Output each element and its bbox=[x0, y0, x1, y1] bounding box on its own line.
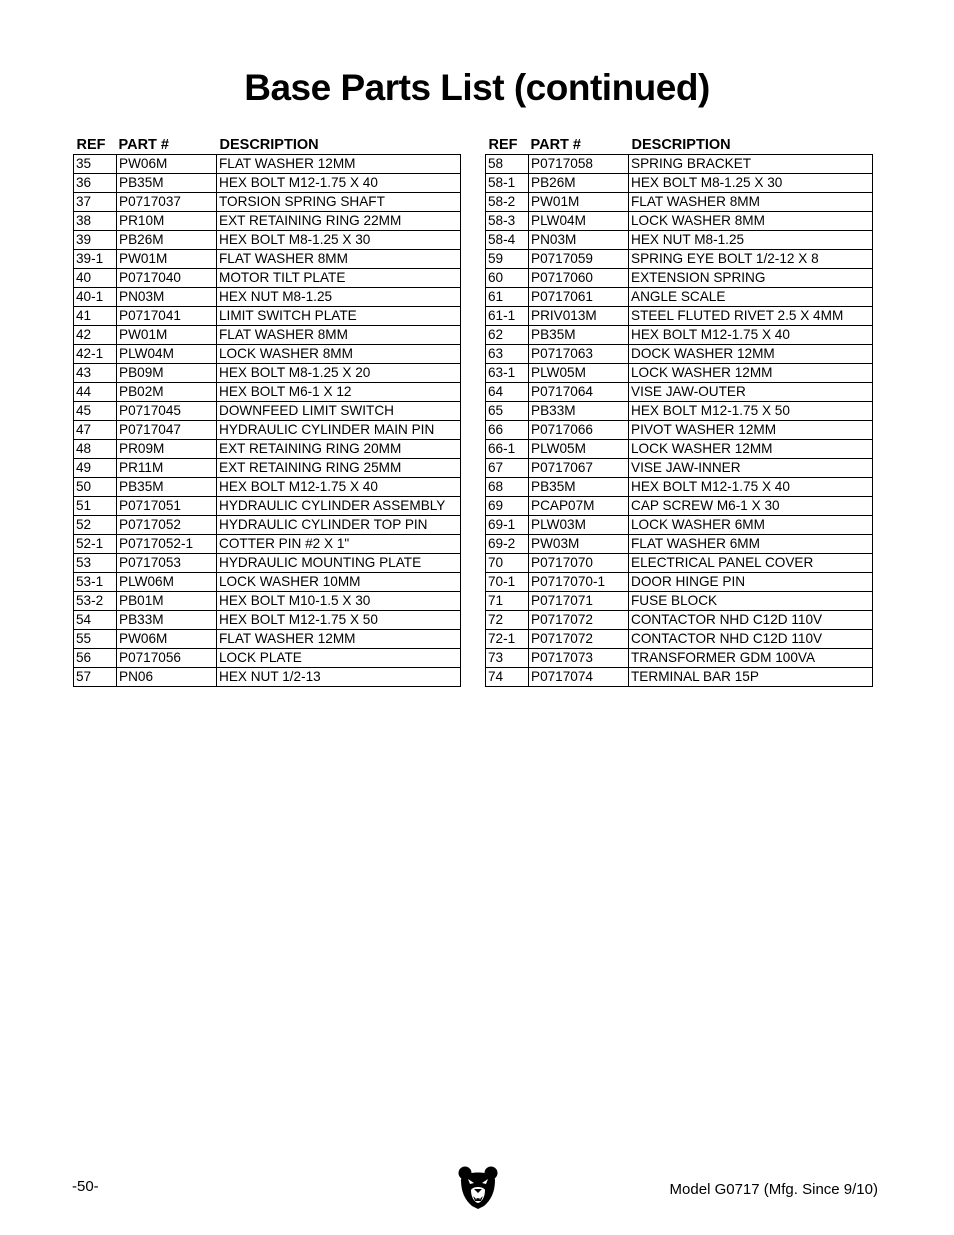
description-cell: PIVOT WASHER 12MM bbox=[629, 421, 873, 440]
table-row bbox=[486, 250, 873, 269]
table-row bbox=[486, 212, 873, 231]
ref-cell: 58-3 bbox=[486, 212, 529, 231]
part-number-cell: P0717071 bbox=[529, 592, 629, 611]
ref-cell: 70-1 bbox=[486, 573, 529, 592]
column-header-part: PART # bbox=[118, 137, 169, 153]
ref-cell: 43 bbox=[74, 364, 117, 383]
description-cell: COTTER PIN #2 X 1" bbox=[217, 535, 461, 554]
part-number-cell: P0717047 bbox=[117, 421, 217, 440]
parts-table-left bbox=[73, 131, 461, 687]
ref-cell: 54 bbox=[74, 611, 117, 630]
description-cell: HEX NUT 1/2-13 bbox=[217, 668, 461, 687]
table-row bbox=[74, 440, 461, 459]
part-number-cell: PB35M bbox=[117, 478, 217, 497]
description-cell: FLAT WASHER 12MM bbox=[217, 155, 461, 174]
ref-cell: 50 bbox=[74, 478, 117, 497]
table-row bbox=[74, 554, 461, 573]
part-number-cell: P0717066 bbox=[529, 421, 629, 440]
table-row bbox=[486, 668, 873, 687]
table-row bbox=[486, 421, 873, 440]
table-row bbox=[486, 440, 873, 459]
ref-cell: 71 bbox=[486, 592, 529, 611]
table-row bbox=[74, 212, 461, 231]
part-number-cell: P0717061 bbox=[529, 288, 629, 307]
ref-cell: 69-1 bbox=[486, 516, 529, 535]
table-row bbox=[486, 193, 873, 212]
column-header-description: DESCRIPTION bbox=[631, 137, 731, 153]
description-cell: HEX BOLT M12-1.75 X 50 bbox=[629, 402, 873, 421]
description-cell: HYDRAULIC CYLINDER MAIN PIN bbox=[217, 421, 461, 440]
table-row bbox=[74, 516, 461, 535]
table-row bbox=[486, 364, 873, 383]
part-number-cell: P0717052-1 bbox=[117, 535, 217, 554]
description-cell: TERMINAL BAR 15P bbox=[629, 668, 873, 687]
table-row bbox=[74, 193, 461, 212]
description-cell: HEX BOLT M12-1.75 X 40 bbox=[629, 326, 873, 345]
description-cell: HEX NUT M8-1.25 bbox=[629, 231, 873, 250]
ref-cell: 59 bbox=[486, 250, 529, 269]
part-number-cell: P0717051 bbox=[117, 497, 217, 516]
ref-cell: 51 bbox=[74, 497, 117, 516]
description-cell: HEX BOLT M12-1.75 X 50 bbox=[217, 611, 461, 630]
table-row bbox=[74, 231, 461, 250]
ref-cell: 73 bbox=[486, 649, 529, 668]
ref-cell: 66 bbox=[486, 421, 529, 440]
table-row bbox=[486, 573, 873, 592]
ref-cell: 53-2 bbox=[74, 592, 117, 611]
part-number-cell: PW06M bbox=[117, 630, 217, 649]
table-row bbox=[74, 364, 461, 383]
ref-cell: 58 bbox=[486, 155, 529, 174]
description-cell: HEX BOLT M12-1.75 X 40 bbox=[217, 478, 461, 497]
table-row bbox=[486, 459, 873, 478]
parts-table-right-body bbox=[486, 155, 873, 687]
description-cell: DOWNFEED LIMIT SWITCH bbox=[217, 402, 461, 421]
table-row bbox=[74, 288, 461, 307]
part-number-cell: PB33M bbox=[529, 402, 629, 421]
ref-cell: 64 bbox=[486, 383, 529, 402]
table-row bbox=[486, 269, 873, 288]
description-cell: TORSION SPRING SHAFT bbox=[217, 193, 461, 212]
ref-cell: 63-1 bbox=[486, 364, 529, 383]
ref-cell: 53 bbox=[74, 554, 117, 573]
table-row bbox=[74, 269, 461, 288]
part-number-cell: P0717074 bbox=[529, 668, 629, 687]
ref-cell: 37 bbox=[74, 193, 117, 212]
part-number-cell: PLW05M bbox=[529, 440, 629, 459]
column-header-ref: REF bbox=[488, 137, 518, 153]
part-number-cell: P0717067 bbox=[529, 459, 629, 478]
ref-cell: 58-2 bbox=[486, 193, 529, 212]
ref-cell: 60 bbox=[486, 269, 529, 288]
table-row bbox=[74, 250, 461, 269]
part-number-cell: PB35M bbox=[529, 326, 629, 345]
ref-cell: 61 bbox=[486, 288, 529, 307]
part-number-cell: P0717037 bbox=[117, 193, 217, 212]
description-cell: HYDRAULIC CYLINDER TOP PIN bbox=[217, 516, 461, 535]
table-row bbox=[486, 592, 873, 611]
table-row bbox=[74, 630, 461, 649]
ref-cell: 67 bbox=[486, 459, 529, 478]
table-row bbox=[486, 402, 873, 421]
ref-cell: 61-1 bbox=[486, 307, 529, 326]
part-number-cell: P0717045 bbox=[117, 402, 217, 421]
description-cell: FUSE BLOCK bbox=[629, 592, 873, 611]
part-number-cell: PW03M bbox=[529, 535, 629, 554]
description-cell: LOCK WASHER 8MM bbox=[629, 212, 873, 231]
description-cell: HYDRAULIC CYLINDER ASSEMBLY bbox=[217, 497, 461, 516]
description-cell: TRANSFORMER GDM 100VA bbox=[629, 649, 873, 668]
table-row bbox=[74, 307, 461, 326]
table-row bbox=[74, 478, 461, 497]
table-row bbox=[486, 174, 873, 193]
description-cell: HEX BOLT M10-1.5 X 30 bbox=[217, 592, 461, 611]
part-number-cell: PRIV013M bbox=[529, 307, 629, 326]
ref-cell: 44 bbox=[74, 383, 117, 402]
description-cell: HEX NUT M8-1.25 bbox=[217, 288, 461, 307]
table-row bbox=[74, 649, 461, 668]
ref-cell: 58-4 bbox=[486, 231, 529, 250]
description-cell: CONTACTOR NHD C12D 110V bbox=[629, 630, 873, 649]
description-cell: DOOR HINGE PIN bbox=[629, 573, 873, 592]
ref-cell: 56 bbox=[74, 649, 117, 668]
table-header-row bbox=[74, 131, 461, 155]
table-row bbox=[486, 307, 873, 326]
part-number-cell: PW06M bbox=[117, 155, 217, 174]
table-row bbox=[486, 326, 873, 345]
table-row bbox=[74, 326, 461, 345]
part-number-cell: PB01M bbox=[117, 592, 217, 611]
description-cell: FLAT WASHER 8MM bbox=[217, 326, 461, 345]
table-row bbox=[74, 459, 461, 478]
description-cell: FLAT WASHER 6MM bbox=[629, 535, 873, 554]
parts-table-left-body bbox=[74, 155, 461, 687]
part-number-cell: PB35M bbox=[529, 478, 629, 497]
part-number-cell: PW01M bbox=[117, 250, 217, 269]
description-cell: EXT RETAINING RING 22MM bbox=[217, 212, 461, 231]
part-number-cell: PLW03M bbox=[529, 516, 629, 535]
part-number-cell: P0717073 bbox=[529, 649, 629, 668]
part-number-cell: P0717064 bbox=[529, 383, 629, 402]
part-number-cell: P0717040 bbox=[117, 269, 217, 288]
description-cell: CAP SCREW M6-1 X 30 bbox=[629, 497, 873, 516]
ref-cell: 41 bbox=[74, 307, 117, 326]
ref-cell: 35 bbox=[74, 155, 117, 174]
table-row bbox=[74, 345, 461, 364]
description-cell: FLAT WASHER 8MM bbox=[629, 193, 873, 212]
table-row bbox=[486, 383, 873, 402]
part-number-cell: PLW05M bbox=[529, 364, 629, 383]
description-cell: ELECTRICAL PANEL COVER bbox=[629, 554, 873, 573]
part-number-cell: PR11M bbox=[117, 459, 217, 478]
ref-cell: 72-1 bbox=[486, 630, 529, 649]
ref-cell: 39-1 bbox=[74, 250, 117, 269]
table-row bbox=[74, 174, 461, 193]
description-cell: LOCK WASHER 6MM bbox=[629, 516, 873, 535]
description-cell: HEX BOLT M8-1.25 X 30 bbox=[217, 231, 461, 250]
ref-cell: 55 bbox=[74, 630, 117, 649]
ref-cell: 74 bbox=[486, 668, 529, 687]
part-number-cell: P0717052 bbox=[117, 516, 217, 535]
ref-cell: 40-1 bbox=[74, 288, 117, 307]
part-number-cell: P0717070 bbox=[529, 554, 629, 573]
ref-cell: 63 bbox=[486, 345, 529, 364]
part-number-cell: PR09M bbox=[117, 440, 217, 459]
part-number-cell: PR10M bbox=[117, 212, 217, 231]
table-row bbox=[74, 383, 461, 402]
ref-cell: 40 bbox=[74, 269, 117, 288]
ref-cell: 68 bbox=[486, 478, 529, 497]
description-cell: HEX BOLT M12-1.75 X 40 bbox=[217, 174, 461, 193]
description-cell: LOCK WASHER 10MM bbox=[217, 573, 461, 592]
description-cell: ANGLE SCALE bbox=[629, 288, 873, 307]
description-cell: FLAT WASHER 8MM bbox=[217, 250, 461, 269]
table-row bbox=[486, 611, 873, 630]
part-number-cell: PLW04M bbox=[117, 345, 217, 364]
ref-cell: 47 bbox=[74, 421, 117, 440]
part-number-cell: P0717041 bbox=[117, 307, 217, 326]
ref-cell: 65 bbox=[486, 402, 529, 421]
description-cell: VISE JAW-INNER bbox=[629, 459, 873, 478]
description-cell: HEX BOLT M8-1.25 X 30 bbox=[629, 174, 873, 193]
description-cell: CONTACTOR NHD C12D 110V bbox=[629, 611, 873, 630]
table-row bbox=[74, 592, 461, 611]
page-number: -50- bbox=[72, 1178, 99, 1195]
description-cell: MOTOR TILT PLATE bbox=[217, 269, 461, 288]
part-number-cell: P0717056 bbox=[117, 649, 217, 668]
part-number-cell: PW01M bbox=[529, 193, 629, 212]
table-row bbox=[486, 516, 873, 535]
page-title: Base Parts List (continued) bbox=[244, 67, 710, 108]
ref-cell: 39 bbox=[74, 231, 117, 250]
table-row bbox=[486, 554, 873, 573]
ref-cell: 53-1 bbox=[74, 573, 117, 592]
description-cell: DOCK WASHER 12MM bbox=[629, 345, 873, 364]
column-header-part: PART # bbox=[530, 137, 581, 153]
description-cell: STEEL FLUTED RIVET 2.5 X 4MM bbox=[629, 307, 873, 326]
part-number-cell: P0717070-1 bbox=[529, 573, 629, 592]
description-cell: HEX BOLT M8-1.25 X 20 bbox=[217, 364, 461, 383]
part-number-cell: PW01M bbox=[117, 326, 217, 345]
part-number-cell: PB02M bbox=[117, 383, 217, 402]
part-number-cell: P0717072 bbox=[529, 630, 629, 649]
table-row bbox=[74, 497, 461, 516]
ref-cell: 45 bbox=[74, 402, 117, 421]
table-row bbox=[74, 402, 461, 421]
bear-head-icon bbox=[457, 1164, 499, 1210]
ref-cell: 36 bbox=[74, 174, 117, 193]
ref-cell: 72 bbox=[486, 611, 529, 630]
part-number-cell: P0717072 bbox=[529, 611, 629, 630]
part-number-cell: P0717060 bbox=[529, 269, 629, 288]
ref-cell: 70 bbox=[486, 554, 529, 573]
table-row bbox=[74, 421, 461, 440]
table-row bbox=[486, 649, 873, 668]
description-cell: EXT RETAINING RING 25MM bbox=[217, 459, 461, 478]
part-number-cell: P0717063 bbox=[529, 345, 629, 364]
ref-cell: 52 bbox=[74, 516, 117, 535]
table-row bbox=[486, 478, 873, 497]
description-cell: LOCK WASHER 12MM bbox=[629, 364, 873, 383]
ref-cell: 48 bbox=[74, 440, 117, 459]
part-number-cell: PB09M bbox=[117, 364, 217, 383]
table-row bbox=[486, 345, 873, 364]
description-cell: VISE JAW-OUTER bbox=[629, 383, 873, 402]
part-number-cell: PLW06M bbox=[117, 573, 217, 592]
description-cell: EXT RETAINING RING 20MM bbox=[217, 440, 461, 459]
description-cell: LOCK WASHER 12MM bbox=[629, 440, 873, 459]
table-row bbox=[74, 573, 461, 592]
parts-table-right bbox=[485, 131, 873, 687]
table-row bbox=[486, 231, 873, 250]
table-row bbox=[486, 155, 873, 174]
description-cell: LOCK PLATE bbox=[217, 649, 461, 668]
model-info: Model G0717 (Mfg. Since 9/10) bbox=[669, 1181, 878, 1198]
description-cell: LOCK WASHER 8MM bbox=[217, 345, 461, 364]
table-row bbox=[74, 668, 461, 687]
part-number-cell: PN03M bbox=[117, 288, 217, 307]
part-number-cell: PB26M bbox=[529, 174, 629, 193]
part-number-cell: P0717053 bbox=[117, 554, 217, 573]
ref-cell: 62 bbox=[486, 326, 529, 345]
table-row bbox=[486, 535, 873, 554]
part-number-cell: PN06 bbox=[117, 668, 217, 687]
description-cell: HYDRAULIC MOUNTING PLATE bbox=[217, 554, 461, 573]
part-number-cell: P0717059 bbox=[529, 250, 629, 269]
column-header-description: DESCRIPTION bbox=[219, 137, 319, 153]
ref-cell: 66-1 bbox=[486, 440, 529, 459]
table-row bbox=[486, 630, 873, 649]
ref-cell: 42-1 bbox=[74, 345, 117, 364]
part-number-cell: PB33M bbox=[117, 611, 217, 630]
description-cell: HEX BOLT M12-1.75 X 40 bbox=[629, 478, 873, 497]
table-row bbox=[74, 611, 461, 630]
table-row bbox=[486, 288, 873, 307]
ref-cell: 57 bbox=[74, 668, 117, 687]
table-header-row bbox=[486, 131, 873, 155]
column-header-ref: REF bbox=[76, 137, 106, 153]
part-number-cell: PN03M bbox=[529, 231, 629, 250]
ref-cell: 52-1 bbox=[74, 535, 117, 554]
ref-cell: 58-1 bbox=[486, 174, 529, 193]
description-cell: HEX BOLT M6-1 X 12 bbox=[217, 383, 461, 402]
table-row bbox=[486, 497, 873, 516]
ref-cell: 38 bbox=[74, 212, 117, 231]
table-row bbox=[74, 535, 461, 554]
description-cell: FLAT WASHER 12MM bbox=[217, 630, 461, 649]
part-number-cell: P0717058 bbox=[529, 155, 629, 174]
ref-cell: 42 bbox=[74, 326, 117, 345]
part-number-cell: PB26M bbox=[117, 231, 217, 250]
part-number-cell: PCAP07M bbox=[529, 497, 629, 516]
table-row bbox=[74, 155, 461, 174]
part-number-cell: PB35M bbox=[117, 174, 217, 193]
ref-cell: 69-2 bbox=[486, 535, 529, 554]
description-cell: SPRING BRACKET bbox=[629, 155, 873, 174]
ref-cell: 69 bbox=[486, 497, 529, 516]
description-cell: SPRING EYE BOLT 1/2-12 X 8 bbox=[629, 250, 873, 269]
part-number-cell: PLW04M bbox=[529, 212, 629, 231]
description-cell: EXTENSION SPRING bbox=[629, 269, 873, 288]
ref-cell: 49 bbox=[74, 459, 117, 478]
description-cell: LIMIT SWITCH PLATE bbox=[217, 307, 461, 326]
